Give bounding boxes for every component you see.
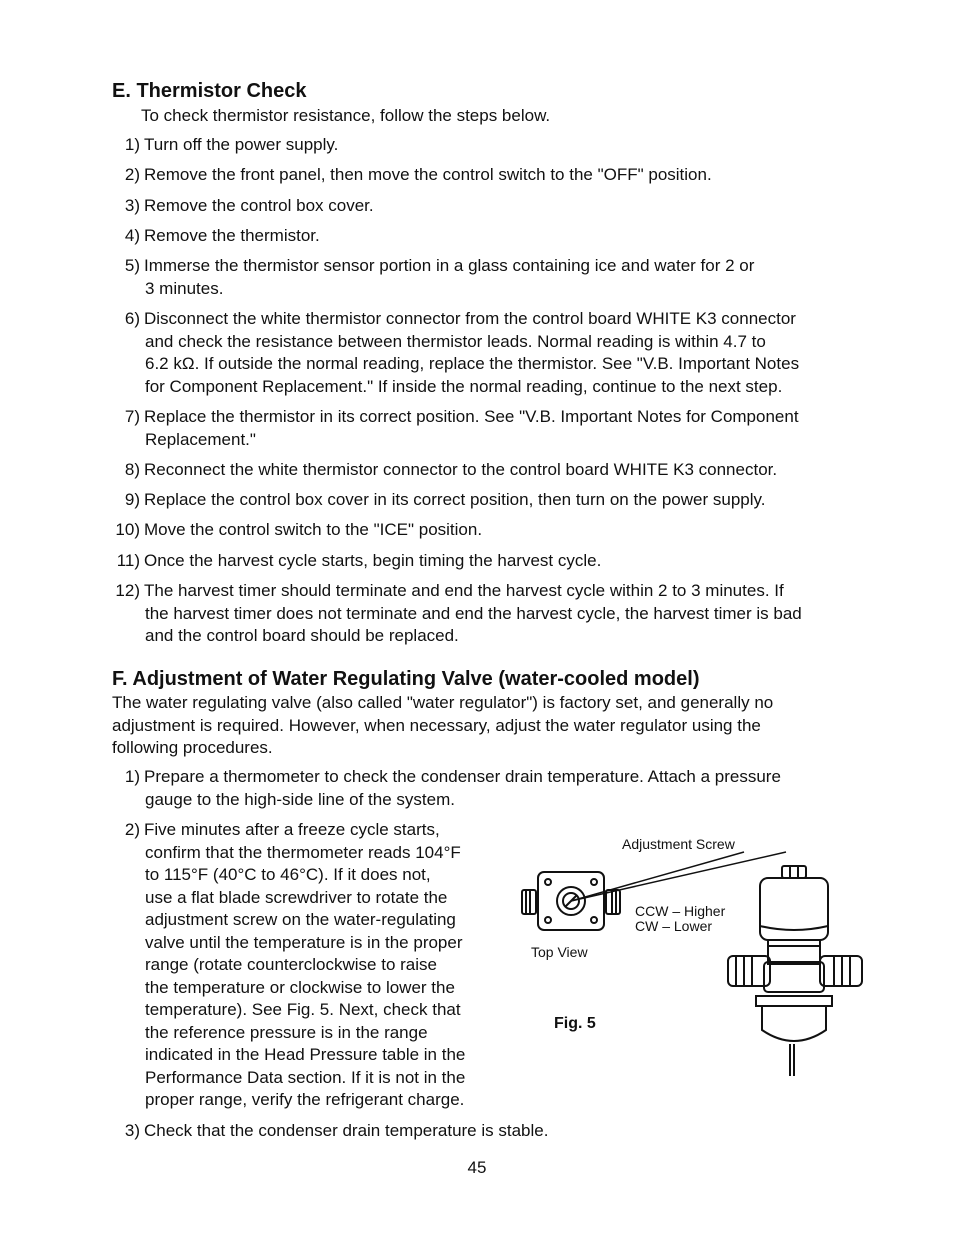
step-number: 1) <box>124 135 140 154</box>
step-number: 10) <box>115 520 140 539</box>
step-line: 3 minutes. <box>145 278 224 298</box>
step-number: 3) <box>124 196 140 215</box>
step-line: indicated in the Head Pressure table in the <box>145 1045 466 1064</box>
step-text <box>140 195 884 218</box>
step-line: the temperature or clockwise to lower the <box>145 977 455 997</box>
step-line: Prepare a thermometer to check the condenser drain temperature. Attach a pressure <box>144 767 781 786</box>
list-item <box>106 195 884 218</box>
step-line: Once the harvest cycle starts, begin timing the harvest cycle. <box>144 551 602 570</box>
list-item <box>106 459 884 482</box>
list-item <box>106 1120 884 1143</box>
label-top-view: Top View <box>531 944 588 960</box>
step-line: and check the resistance between thermistor leads. Normal reading is within 4.7 to <box>145 331 766 351</box>
step-line: to 115°F (40°C to 46°C). If it does not, <box>145 865 431 884</box>
step-line: Disconnect the white thermistor connector from the control board WHITE K3 connector <box>144 309 796 328</box>
step-text <box>140 225 884 248</box>
step-text <box>140 1120 884 1143</box>
step-line: adjustment screw on the water-regulating <box>145 910 456 929</box>
label-adjustment-screw: Adjustment Screw <box>622 836 735 852</box>
step-line: Turn off the power supply. <box>144 135 339 154</box>
step-text <box>140 519 884 542</box>
list-item <box>106 255 884 300</box>
label-ccw-higher: CCW – Higher <box>635 903 726 919</box>
step-text <box>140 308 884 398</box>
section-f-paragraph-line: following procedures. <box>112 738 273 757</box>
list-item <box>106 489 884 512</box>
list-item <box>106 406 884 451</box>
step-text <box>140 459 884 482</box>
step-number: 3) <box>124 1121 140 1140</box>
section-f-paragraph-line: The water regulating valve (also called "water regulator") is factory set, and generally no <box>112 693 774 712</box>
step-text <box>140 406 884 451</box>
list-item <box>106 766 884 811</box>
step-line: use a flat blade screwdriver to rotate the <box>145 887 448 907</box>
step-line: Replacement." <box>145 429 256 449</box>
list-item <box>106 225 884 248</box>
step-number: 5) <box>124 256 140 275</box>
step-text <box>140 255 884 300</box>
list-item <box>106 519 884 542</box>
step-line: gauge to the high-side line of the system. <box>145 789 455 809</box>
step-line: Five minutes after a freeze cycle starts, <box>144 820 440 839</box>
step-line: the harvest timer does not terminate and end the harvest cycle, the harvest timer is bad <box>145 603 802 623</box>
list-item <box>106 134 884 157</box>
section-e-intro: To check thermistor resistance, follow the steps below. <box>141 106 551 125</box>
valve-illustration <box>516 830 876 1090</box>
step-line: Check that the condenser drain temperature is stable. <box>144 1121 549 1140</box>
figure-water-regulating-valve <box>516 830 876 1090</box>
label-cw-lower: CW – Lower <box>635 918 713 934</box>
step-text <box>140 489 884 512</box>
step-line: Replace the thermistor in its correct position. See "V.B. Important Notes for Component <box>144 407 799 426</box>
step-line: Replace the control box cover in its correct position, then turn on the power supply. <box>144 490 766 509</box>
step-line: temperature). See Fig. 5. Next, check that <box>145 1000 461 1019</box>
step-line: Immerse the thermistor sensor portion in a glass containing ice and water for 2 or <box>144 256 755 275</box>
section-f-paragraph-line: adjustment is required. However, when necessary, adjust the water regulator using the <box>112 715 761 735</box>
step-line: The harvest timer should terminate and end the harvest cycle within 2 to 3 minutes. If <box>144 581 784 600</box>
side-view-drawing <box>728 866 862 1076</box>
step-line: Remove the front panel, then move the control switch to the "OFF" position. <box>144 165 712 184</box>
list-item <box>106 308 884 398</box>
section-f-paragraph <box>112 692 872 760</box>
step-number: 7) <box>124 407 140 426</box>
step-line: Move the control switch to the "ICE" position. <box>144 520 483 539</box>
step-number: 8) <box>124 460 140 479</box>
step-number: 12) <box>115 581 140 600</box>
step-number: 2) <box>124 165 140 184</box>
section-f-heading: F. Adjustment of Water Regulating Valve (water-cooled model) <box>112 668 700 690</box>
list-item <box>106 164 884 187</box>
page-number: 45 <box>467 1158 487 1177</box>
step-number: 11) <box>116 551 140 570</box>
step-number: 4) <box>124 226 140 245</box>
step-line: confirm that the thermometer reads 104°F <box>145 842 461 862</box>
step-text <box>140 766 884 811</box>
step-line: Remove the thermistor. <box>144 226 320 245</box>
list-item <box>106 580 884 648</box>
section-e-heading: E. Thermistor Check <box>112 80 307 102</box>
step-line: Performance Data section. If it is not in the <box>145 1067 466 1087</box>
figure-caption: Fig. 5 <box>554 1015 596 1032</box>
step-text <box>140 164 884 187</box>
step-line: and the control board should be replaced. <box>145 626 459 645</box>
step-line: the reference pressure is in the range <box>145 1022 428 1042</box>
step-number: 9) <box>124 490 140 509</box>
step-line: proper range, verify the refrigerant charge. <box>145 1090 465 1109</box>
step-line: for Component Replacement." If inside the normal reading, continue to the next step. <box>145 376 783 396</box>
step-text <box>140 134 884 157</box>
step-line: valve until the temperature is in the proper <box>145 932 463 952</box>
step-line: 6.2 kΩ. If outside the normal reading, replace the thermistor. See "V.B. Important Notes <box>145 354 800 373</box>
step-text <box>140 580 884 648</box>
step-text <box>140 550 884 573</box>
leader-line-top-view <box>571 852 744 901</box>
step-line: range (rotate counterclockwise to raise <box>145 955 437 974</box>
step-line: Reconnect the white thermistor connector to the control board WHITE K3 connector. <box>144 460 778 479</box>
step-number: 6) <box>124 309 140 328</box>
list-item <box>106 550 884 573</box>
step-line: Remove the control box cover. <box>144 196 374 215</box>
step-number: 1) <box>124 767 140 786</box>
step-number: 2) <box>124 820 140 839</box>
